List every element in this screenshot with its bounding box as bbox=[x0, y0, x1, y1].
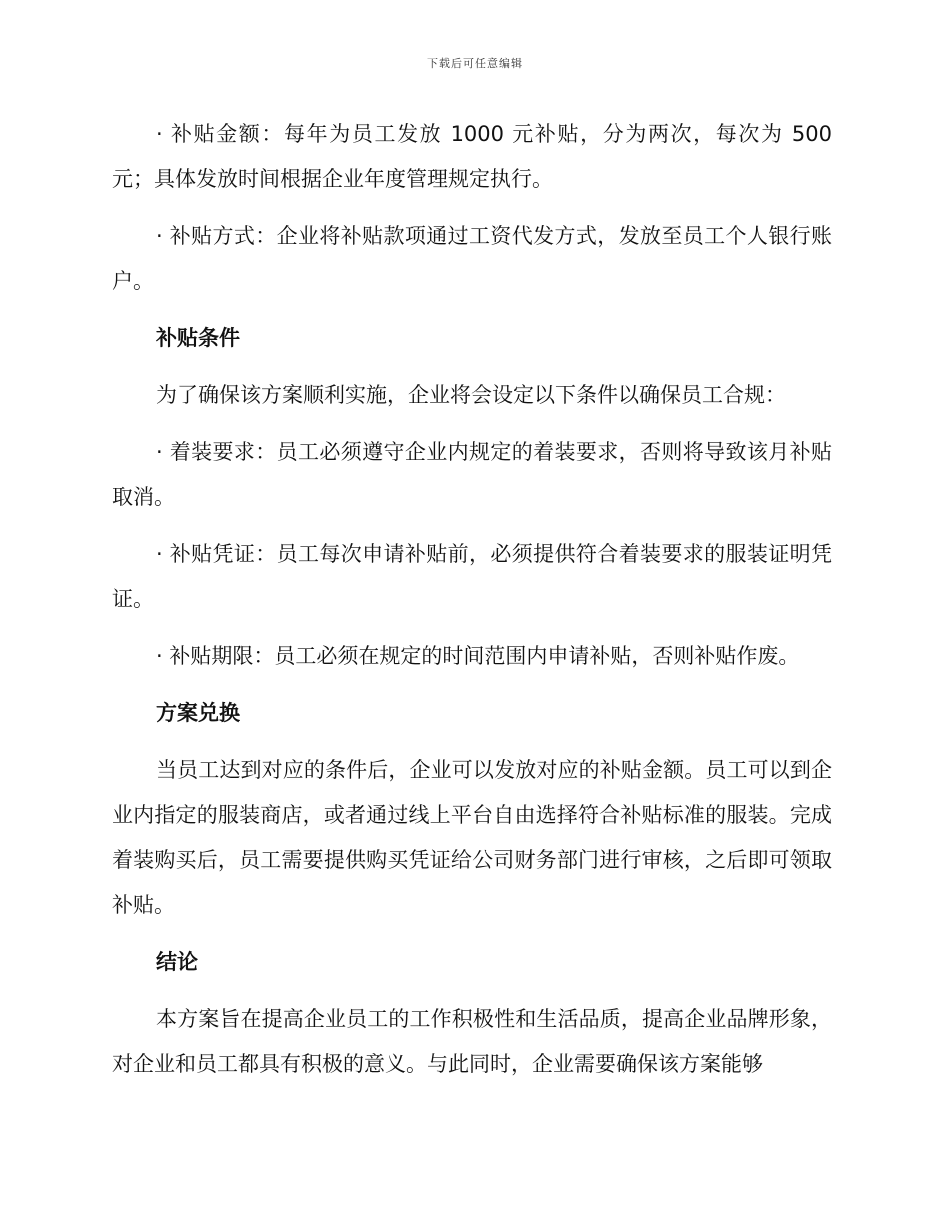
header-note: 下载后可任意编辑 bbox=[427, 57, 523, 70]
redemption-paragraph: 当员工达到对应的条件后，企业可以发放对应的补贴金额。员工可以到企业内指定的服装商店，或者通过线上平台自由选择符合补贴标准的服装。完成着装购买后，员工需要提供购买凭证给公司财务部门进行审核，之后即可领取补贴。 bbox=[112, 758, 832, 917]
subsidy-method-item: · 补贴方式：企业将补贴款项通过工资代发方式，发放至员工个人银行账户。 bbox=[112, 224, 832, 293]
subsidy-amount-item: · 补贴金额：每年为员工发放 1000 元补贴，分为两次，每次为 500 元；具体发放时间根据企业年度管理规定执行。 bbox=[112, 122, 832, 191]
document-body bbox=[112, 112, 832, 1099]
conditions-intro: 为了确保该方案顺利实施，企业将会设定以下条件以确保员工合规： bbox=[156, 383, 786, 407]
section-heading-redemption: 方案兑换 bbox=[156, 701, 240, 725]
dress-requirement-item: · 着装要求：员工必须遵守企业内规定的着装要求，否则将导致该月补贴取消。 bbox=[112, 440, 832, 509]
subsidy-voucher-item: · 补贴凭证：员工每次申请补贴前，必须提供符合着装要求的服装证明凭证。 bbox=[112, 542, 832, 611]
subsidy-deadline-item: · 补贴期限：员工必须在规定的时间范围内申请补贴，否则补贴作废。 bbox=[156, 644, 800, 668]
section-heading-conditions: 补贴条件 bbox=[156, 326, 240, 350]
section-heading-conclusion: 结论 bbox=[156, 950, 198, 974]
conclusion-paragraph: 本方案旨在提高企业员工的工作积极性和生活品质，提高企业品牌形象，对企业和员工都具有积极的意义。与此同时，企业需要确保该方案能够 bbox=[112, 1007, 832, 1076]
